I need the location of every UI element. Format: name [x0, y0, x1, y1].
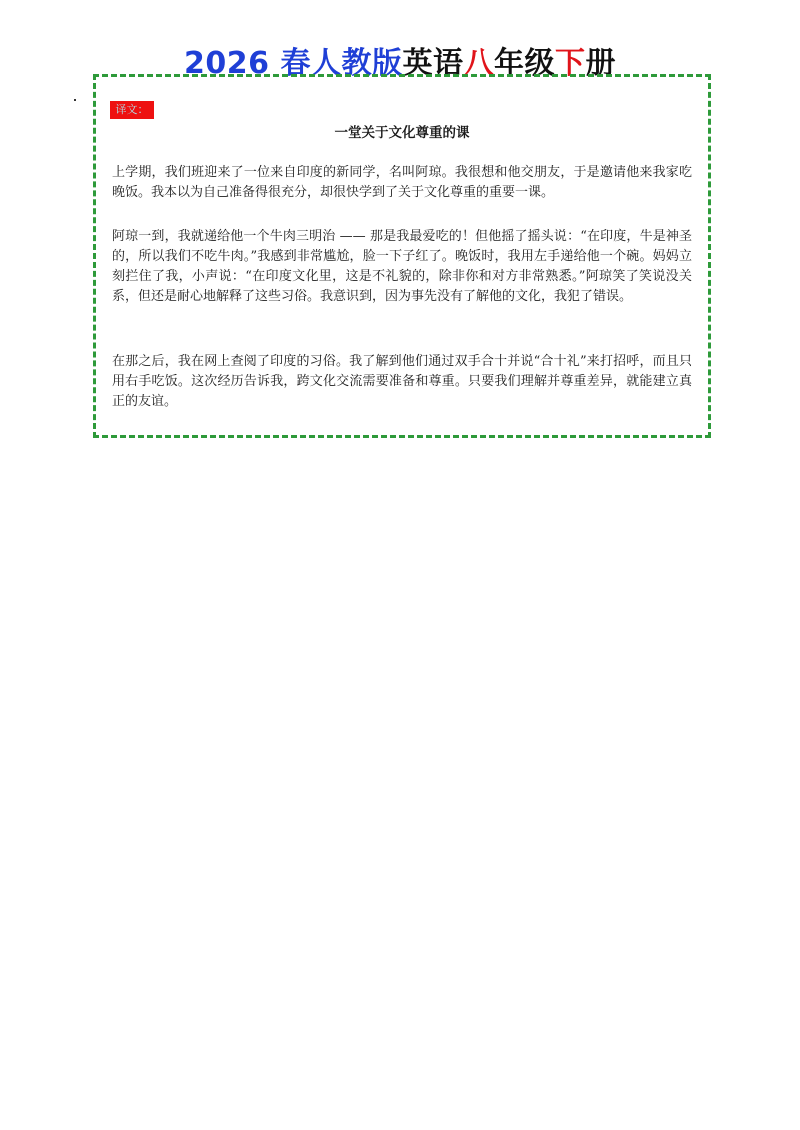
- header-part-volume-a: 下: [554, 46, 586, 81]
- article-paragraph-2: 阿琼一到，我就递给他一个牛肉三明治 —— 那是我最爱吃的！但他摇了摇头说：“在印度，牛是神圣的，所以我们不吃牛肉。”我感到非常尴尬，脸一下子红了。晚饭时，我用左手递给他一个碗。妈妈立刻拦住了我，小声说：“在印度文化里，这是不礼貌的，除非你和对方非常熟悉。”阿琼笑了笑说没关系，但还是耐心地解释了这些习俗。我意识到，因为事先没有了解他的文化，我犯了错误。: [112, 229, 692, 304]
- header-part-volume-b: 册: [585, 46, 616, 81]
- translation-label: 译文：: [110, 101, 154, 119]
- header-part-grade-number: 八: [463, 46, 494, 81]
- translation-frame: [93, 74, 711, 438]
- header-part-grade-year: 2026 春人教版: [184, 46, 403, 81]
- article-paragraph-1: 上学期，我们班迎来了一位来自印度的新同学，名叫阿琼。我很想和他交朋友，于是邀请他来我家吃晚饭。我本以为自己准备得很充分，却很快学到了关于文化尊重的重要一课。: [112, 165, 692, 200]
- article-paragraph-3: 在那之后，我在网上查阅了印度的习俗。我了解到他们通过双手合十并说“合十礼”来打招呼，而且只用右手吃饭。这次经历告诉我，跨文化交流需要准备和尊重。只要我们理解并尊重差异，就能建立真正的友谊。: [112, 354, 692, 409]
- article-title: 一堂关于文化尊重的课: [334, 125, 470, 141]
- stray-dot: [74, 99, 76, 101]
- header-part-subject: 英语: [402, 46, 464, 81]
- header-part-grade: 年级: [493, 46, 555, 81]
